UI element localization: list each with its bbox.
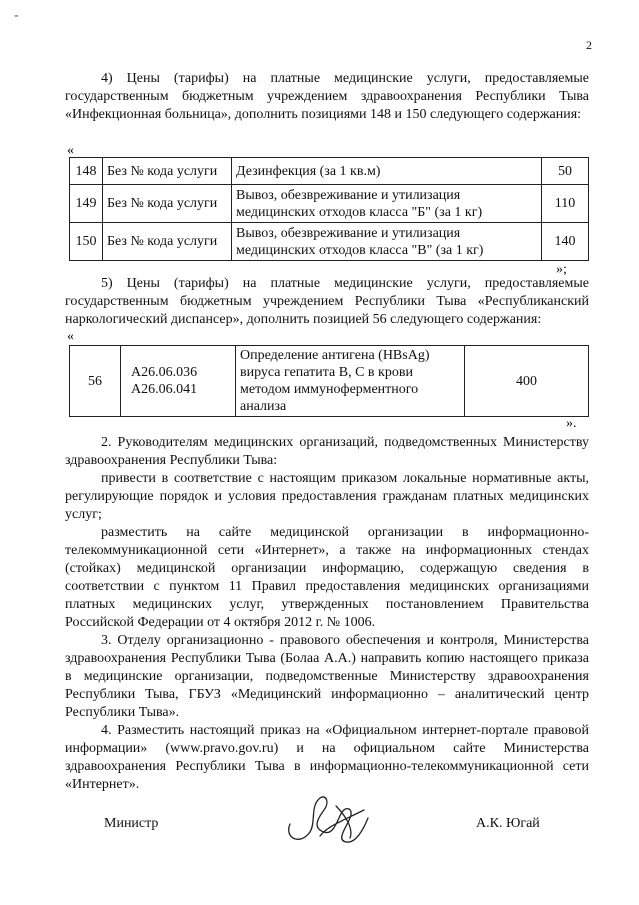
row-number: 150: [70, 223, 103, 261]
item-2a: привести в соответствие с настоящим приказом локальные нормативные акты, регулирующие порядок и условия предоставления гражданам платных медицинских услуг;: [65, 471, 589, 522]
service-code: Без № кода услуги: [103, 185, 232, 223]
service-code: Без № кода услуги: [103, 158, 232, 185]
table-row: [70, 346, 589, 417]
quote-close-1: »;: [556, 262, 567, 277]
service-name: Определение антигена (HBsAg) вируса гепатита В, С в крови методом иммуноферментного анализа: [236, 346, 465, 417]
service-name: Вывоз, обезвреживание и утилизация медицинских отходов класса "В" (за 1 кг): [232, 223, 542, 261]
row-number: 148: [70, 158, 103, 185]
service-name: Вывоз, обезвреживание и утилизация медицинских отходов класса "Б" (за 1 кг): [232, 185, 542, 223]
service-price: 110: [542, 185, 589, 223]
paragraph-5: 5) Цены (тарифы) на платные медицинские услуги, предоставляемые государственным бюджетным учреждением Республики Тыва «Республиканский наркологический диспансер», дополнить позицией 56 следующего содержания:: [65, 276, 589, 327]
service-price: 50: [542, 158, 589, 185]
signatory-title: Министр: [104, 816, 159, 831]
quote-open-2: «: [67, 329, 74, 344]
table-row: [70, 223, 589, 261]
item-3: 3. Отделу организационно - правового обеспечения и контроля, Министерства здравоохранения Республики Тыва (Болаа А.А.) направить копию настоящего приказа в медицинские организации, подведомственные Министерству здравоохранения Республики Тыва, ГБУЗ «Медицинский информационно – аналитический центр Республики Тыва».: [65, 633, 589, 720]
table-row: [70, 158, 589, 185]
service-codes: [121, 346, 236, 417]
signatory-name: А.К. Югай: [476, 816, 540, 831]
service-price: 400: [465, 346, 589, 417]
page-number: 2: [586, 38, 592, 52]
service-price: 140: [542, 223, 589, 261]
row-number: 149: [70, 185, 103, 223]
table-narcology-dispensary: [69, 345, 589, 417]
table-infection-hospital: [69, 157, 589, 261]
paragraph-4: 4) Цены (тарифы) на платные медицинские услуги, предоставляемые государственным бюджетным учреждением здравоохранения Республики Тыва «Инфекционная больница», дополнить позициями 148 и 150 следующего содержания:: [65, 71, 589, 122]
service-code: Без № кода услуги: [103, 223, 232, 261]
service-code-2: A26.06.041: [131, 382, 198, 397]
service-name: Дезинфекция (за 1 кв.м): [232, 158, 542, 185]
service-code-1: A26.06.036: [131, 365, 198, 380]
signature-image: [280, 788, 380, 850]
table-row: [70, 185, 589, 223]
item-4: 4. Разместить настоящий приказ на «Официальном интернет-портале правовой информации» (www.pravo.gov.ru) и на официальном сайте Министерства здравоохранения Республики Тыва в информационно-телекоммуникационной сети «Интернет».: [65, 723, 589, 792]
item-2: 2. Руководителям медицинских организаций, подведомственных Министерству здравоохранения Республики Тыва:: [65, 435, 589, 468]
top-mark: -: [14, 8, 20, 23]
item-2b: разместить на сайте медицинской организации в информационно-телекоммуникационной сети «Интернет», а также на информационных стендах (стойках) медицинской организации информацию, содержащую сведения в соответствии с пунктом 11 Правил предоставления медицинских организациями платных медицинских услуг, утвержденных постановлением Правительства Российской Федерации от 4 октября 2012 г. № 1006.: [65, 525, 589, 630]
row-number: 56: [70, 346, 121, 417]
quote-close-2: ».: [566, 416, 577, 431]
quote-open-1: «: [67, 143, 74, 158]
